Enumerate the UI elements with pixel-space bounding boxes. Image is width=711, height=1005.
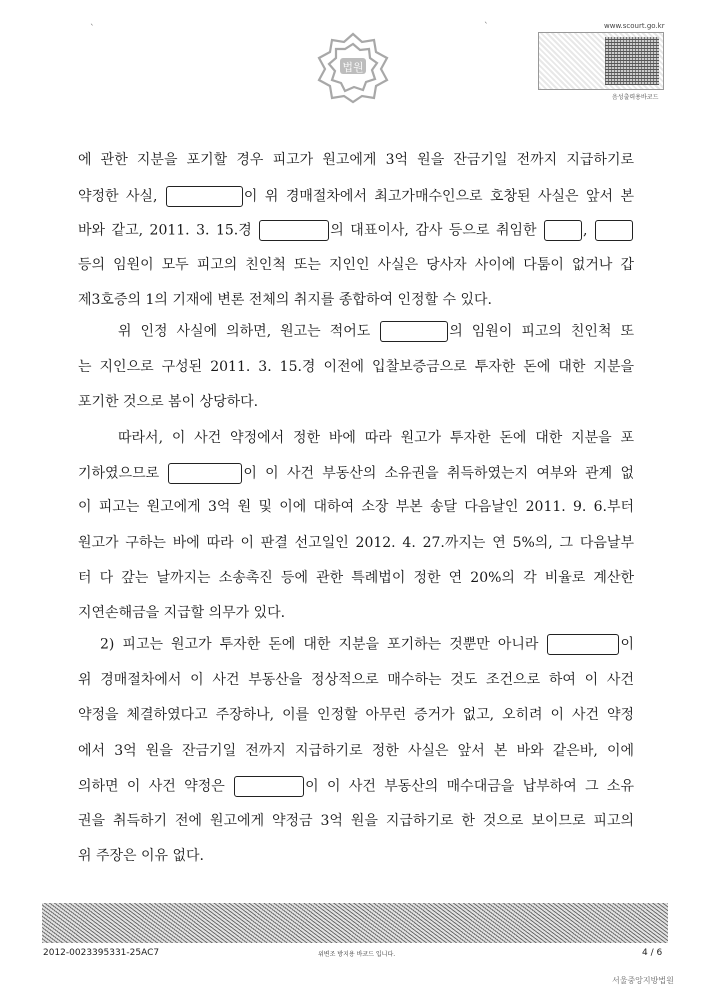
- redaction-box: [259, 220, 329, 241]
- text-segment: 이 이 사건 부동산의 소유권을 취득하였는지 여부와 관계 없: [243, 465, 634, 482]
- emblem-text: 법원: [342, 61, 364, 74]
- text-line: [118, 321, 634, 341]
- redaction-box: [166, 186, 243, 207]
- text-segment: 약정을 체결하였다고 주장하나, 이를 인정할 아무런 증거가 없고, 오히려 이 사건 약정: [78, 707, 634, 723]
- page-number: 4 / 6: [642, 948, 663, 958]
- text-line: [78, 776, 634, 796]
- redaction-box: [234, 776, 304, 797]
- text-line: [78, 846, 634, 866]
- scan-mark: `: [484, 22, 489, 32]
- text-segment: 약정한 사실,: [78, 188, 165, 205]
- redaction-box: [544, 220, 582, 241]
- text-segment: 의 임원이 피고의 친인척 또: [449, 323, 634, 340]
- court-emblem-logo: [314, 30, 392, 104]
- text-segment: 원고가 구하는 바에 따라 이 판결 선고일인 2012. 4. 27.까지는 연 5%의, 그 다음날부: [78, 535, 634, 551]
- text-line: [78, 463, 634, 483]
- document-id: 2012-0023395331-25AC7: [43, 948, 160, 958]
- scan-mark: `: [90, 24, 95, 34]
- court-name-watermark: 서울중앙지방법원: [612, 976, 674, 985]
- redaction-box: [168, 463, 242, 484]
- site-url: www.scourt.go.kr: [604, 22, 665, 30]
- text-segment: 2) 피고는 원고가 투자한 돈에 대한 지분을 포기하는 것뿐만 아니라: [100, 636, 547, 653]
- text-segment: 제3호증의 1의 기재에 변론 전체의 취지를 종합하여 인정할 수 있다.: [78, 292, 492, 308]
- text-segment: 바와 같고, 2011. 3. 15.경: [78, 222, 259, 239]
- text-line: [78, 705, 634, 725]
- text-segment: 이 위 경매절차에서 최고가매수인으로 호창된 사실은 앞서 본: [243, 188, 634, 205]
- anti-forgery-barcode-band: [42, 903, 668, 943]
- redaction-box: [547, 634, 619, 655]
- text-segment: 이 이 사건 부동산의 매수대금을 납부하여 그 소유: [305, 778, 634, 795]
- voice-barcode: [538, 32, 664, 90]
- text-segment: 의 대표이사, 감사 등으로 취임한: [330, 222, 544, 239]
- text-segment: 위 경매절차에서 이 사건 부동산을 정상적으로 매수하는 것도 조건으로 하여 이 사건: [78, 672, 634, 688]
- text-line: [78, 741, 634, 761]
- text-line: [78, 150, 634, 170]
- text-segment: 이 피고는 원고에게 3억 원 및 이에 대하여 소장 부본 송달 다음날인 2011. 9. 6.부터: [78, 499, 634, 515]
- text-segment: 기하였으므로: [78, 465, 168, 482]
- text-line: [118, 428, 634, 448]
- forgery-prevention-note: 위변조 방지용 바코드 입니다.: [318, 951, 396, 958]
- text-line: [78, 290, 634, 310]
- text-segment: 의하면 이 사건 약정은: [78, 778, 234, 795]
- text-segment: 위 인정 사실에 의하면, 원고는 적어도: [118, 323, 380, 340]
- text-line: [78, 497, 634, 517]
- text-segment: 권을 취득하기 전에 원고에게 약정금 3억 원을 지급하기로 한 것으로 보이므로 피고의: [78, 813, 634, 829]
- redaction-box: [595, 220, 633, 241]
- text-segment: 따라서, 이 사건 약정에서 정한 바에 따라 원고가 투자한 돈에 대한 지분을 포: [118, 430, 634, 446]
- text-segment: 포기한 것으로 봄이 상당하다.: [78, 394, 259, 410]
- text-segment: 에서 3억 원을 잔금기일 전까지 지급하기로 정한 사실은 앞서 본 바와 같은바, 이에: [78, 743, 634, 759]
- barcode-caption: 음성출력용바코드: [612, 94, 659, 101]
- text-line: [100, 634, 634, 654]
- text-line: [78, 603, 634, 623]
- text-line: [78, 357, 634, 377]
- text-line: [78, 811, 634, 831]
- text-line: [78, 186, 634, 206]
- redaction-box: [380, 321, 448, 342]
- text-line: [78, 533, 634, 553]
- text-segment: 이: [620, 636, 634, 653]
- text-segment: 위 주장은 이유 없다.: [78, 848, 204, 864]
- text-line: [78, 568, 634, 588]
- text-segment: ,: [583, 222, 594, 239]
- text-segment: 는 지인으로 구성된 2011. 3. 15.경 이전에 입찰보증금으로 투자한 돈에 대한 지분을: [78, 359, 634, 375]
- qr-code-icon: [605, 37, 659, 85]
- text-segment: 에 관한 지분을 포기할 경우 피고가 원고에게 3억 원을 잔금기일 전까지 지급하기로: [78, 152, 634, 168]
- text-line: [78, 220, 634, 240]
- text-line: [78, 255, 634, 275]
- text-segment: 터 다 갚는 날까지는 소송촉진 등에 관한 특례법이 정한 연 20%의 각 비율로 계산한: [78, 570, 634, 586]
- text-segment: 지연손해금을 지급할 의무가 있다.: [78, 605, 286, 621]
- text-line: [78, 392, 634, 412]
- text-segment: 등의 임원이 모두 피고의 친인척 또는 지인인 사실은 당사자 사이에 다툼이 없거나 갑: [78, 257, 634, 273]
- text-line: [78, 670, 634, 690]
